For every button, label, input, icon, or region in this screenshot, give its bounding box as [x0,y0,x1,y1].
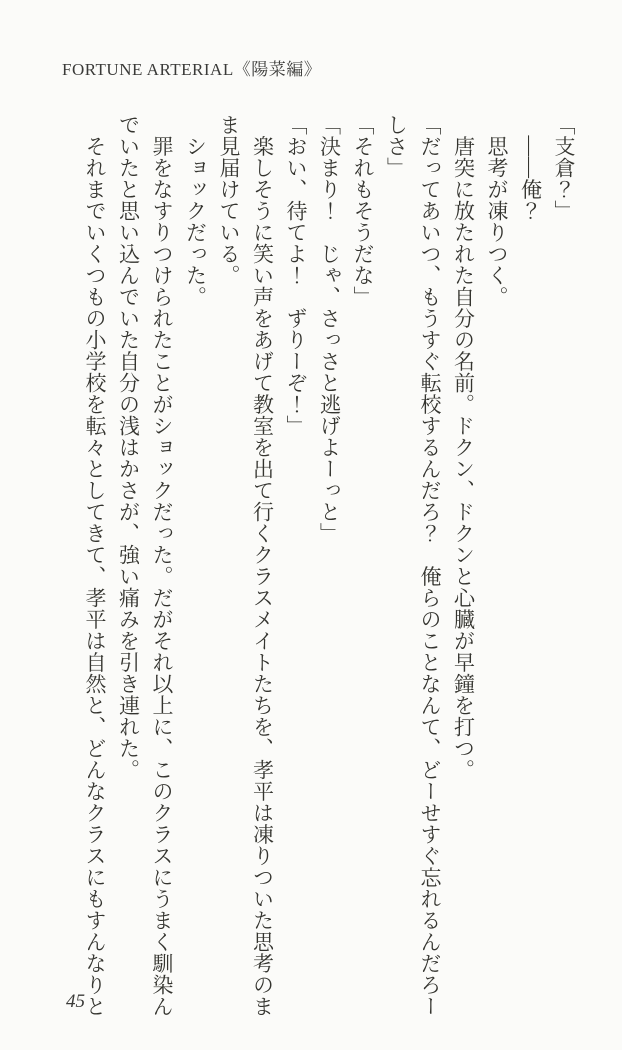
body-text [78,114,581,1017]
text-line: 「それもそうだな」 [351,114,375,308]
page-number: 45 [66,991,85,1012]
text-line: でいたと思い込んでいた自分の浅はかさが、強い痛みを引き連れた。 [116,114,141,781]
text-line: 「おい、待てよ！ ずりーぞ！」 [284,114,308,437]
text-line: 罪をなすりつけられたことがショックだった。だがそれ以上に、このクラスにうまく馴染ん [150,114,174,1017]
text-line: ショックだった。 [183,114,208,308]
text-line: それまでいくつもの小学校を転々としてきて、孝平は自然と、どんなクラスにもすんなりと [83,114,107,1017]
text-line: 思考が凍りつく。 [485,114,509,308]
text-line: 「決まり！ じゃ、さっさと逃げよーっと」 [317,114,342,544]
running-header-title: FORTUNE ARTERIAL《陽菜編》 [62,60,322,79]
text-line: ――俺？ [518,114,543,222]
text-line: 「だってあいつ、もうすぐ転校するんだろ？ 俺らのことなんて、どーせすぐ忘れるんだろー [418,114,442,1017]
text-line: 楽しそうに笑い声をあげて教室を出て行くクラスメイトたちを、孝平は凍りついた思考のま [250,114,275,1017]
text-line: 唐突に放たれた自分の名前。ドクン、ドクンと心臓が早鐘を打つ。 [451,114,476,781]
text-line: しさ」 [384,114,409,179]
text-line: 「支倉？」 [552,114,576,222]
text-line: ま見届けている。 [217,114,241,286]
